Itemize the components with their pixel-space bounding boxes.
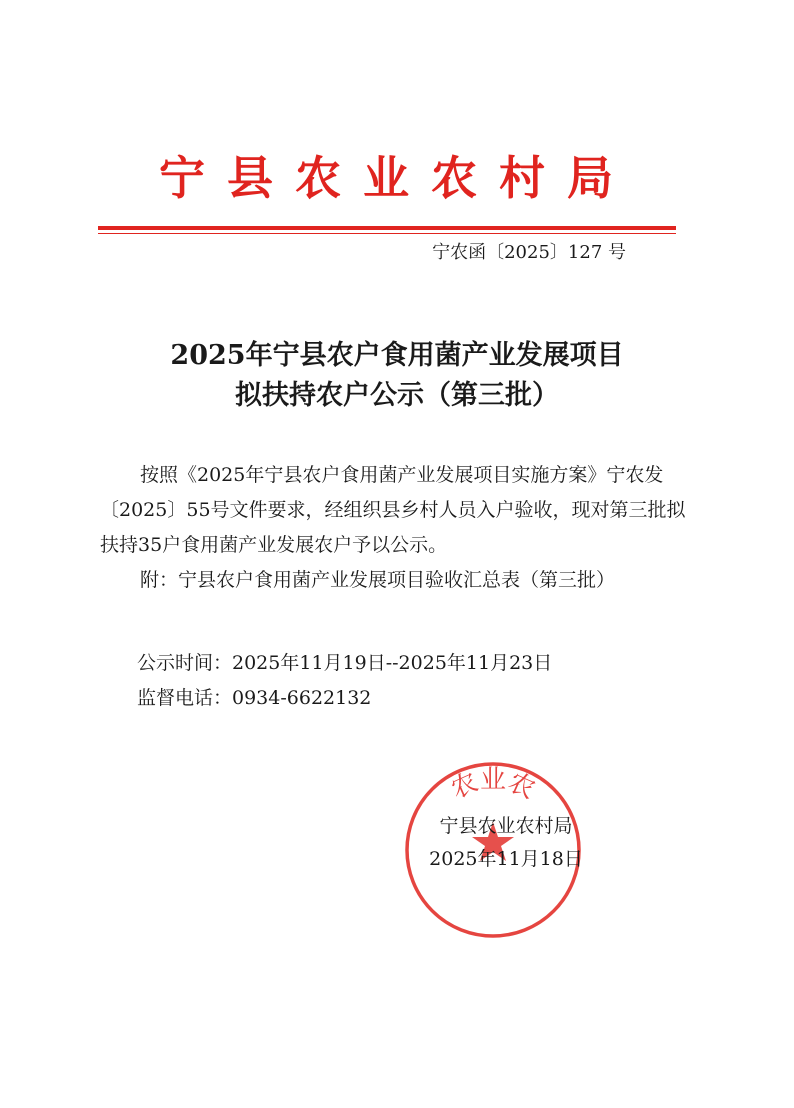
notice-period: 公示时间：2025年11月19日--2025年11月23日 (137, 652, 553, 674)
notice-info (137, 646, 697, 716)
body-paragraph: 按照《2025年宁县农户食用菌产业发展项目实施方案》宁农发〔2025〕55号文件要求，经组织县乡村人员入户验收，现对第三批拟扶持35户食用菌产业发展农户予以公示。 (100, 464, 686, 556)
signature-org: 宁县农业农村局 (439, 815, 573, 837)
title-line-1: 2025年宁县农户食用菌产业发展项目 (170, 340, 624, 371)
red-header-rule-thin (98, 233, 676, 234)
red-header-rule (98, 226, 676, 230)
document-title (0, 336, 794, 416)
document-number: 宁农函〔2025〕127 号 (432, 242, 626, 263)
title-line-2: 拟扶持农户公示（第三批） (235, 380, 559, 411)
signature-date: 2025年11月18日 (429, 848, 583, 870)
agency-header-title: 宁县农业农村局 (159, 151, 635, 205)
attachment-note: 附：宁县农户食用菌产业发展项目验收汇总表（第三批） (140, 569, 616, 591)
supervision-phone: 监督电话：0934-6622132 (137, 687, 372, 709)
signature-block (416, 810, 596, 876)
body-text (100, 458, 700, 598)
svg-text:农业农: 农业农 (446, 765, 540, 806)
